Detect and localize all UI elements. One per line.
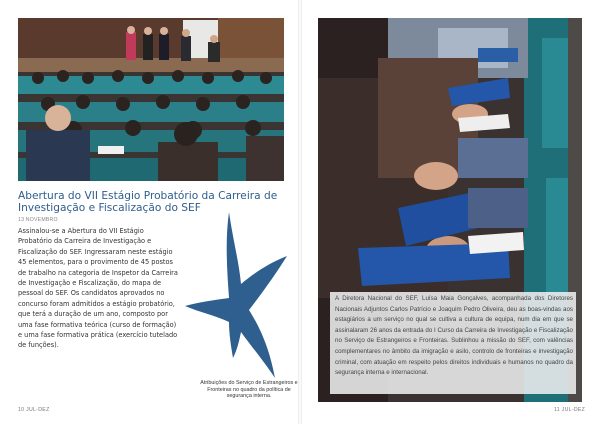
swallow-icon (183, 210, 293, 380)
overlay-text: A Diretora Nacional do SEF, Luísa Maia Gonçalves, acompanhada dos Diretores Nacionais Adjuntos Carlos Patrício e Joaquim Pedro Oliveira, deu as boas-vindas aos estagiários a um serviço no qual se cultiva a cultura de equipa, num dia em que se assinalaram 26 anos da entrada do I Curso da Carreira de Investigação e Fiscalização no Serviço de Estrangeiros e Fronteiras. Sublinhou a missão do SEF, com valências complementares no âmbito da imigração e asilo, controlo de fronteiras e investigação criminal, com atuação em respeito pelos direitos individuais e humanos no quadro da segurança interna e internacional. (335, 295, 573, 377)
article-date: 13 NOVEMBRO (18, 217, 58, 223)
article-body: Assinalou-se a Abertura do VII Estágio Probatório da Carreira de Investigação e Fiscalização do SEF. Ingressaram neste estágio 45 elementos, para o provimento de 45 postos de trabalho na categoria de Inspetor da Carreira de Investigação e Fiscalização, do mapa de pessoal do SEF. Os candidatos aprovados no concurso foram admitidos a estágio probatório, que terá a duração de um ano, composto por uma fase formativa teórica (curso de formação) e uma fase formativa prática (exercício tutelado de funções). (18, 227, 178, 350)
page-number-left: 10 JUL-DEZ (18, 407, 50, 413)
auditorium-photo-drawing (18, 18, 284, 181)
article-title: Abertura do VII Estágio Probatório da Carreira de Investigação e Fiscalização do SEF (18, 190, 278, 214)
auditorium-photo (18, 18, 284, 181)
page-number-right: 11 JUL-DEZ (554, 407, 586, 413)
page-gutter (298, 0, 302, 424)
bird-caption: Atribuições do Serviço de Estrangeiros e Fronteiras no quadro da política de segurança interna. (200, 380, 298, 400)
